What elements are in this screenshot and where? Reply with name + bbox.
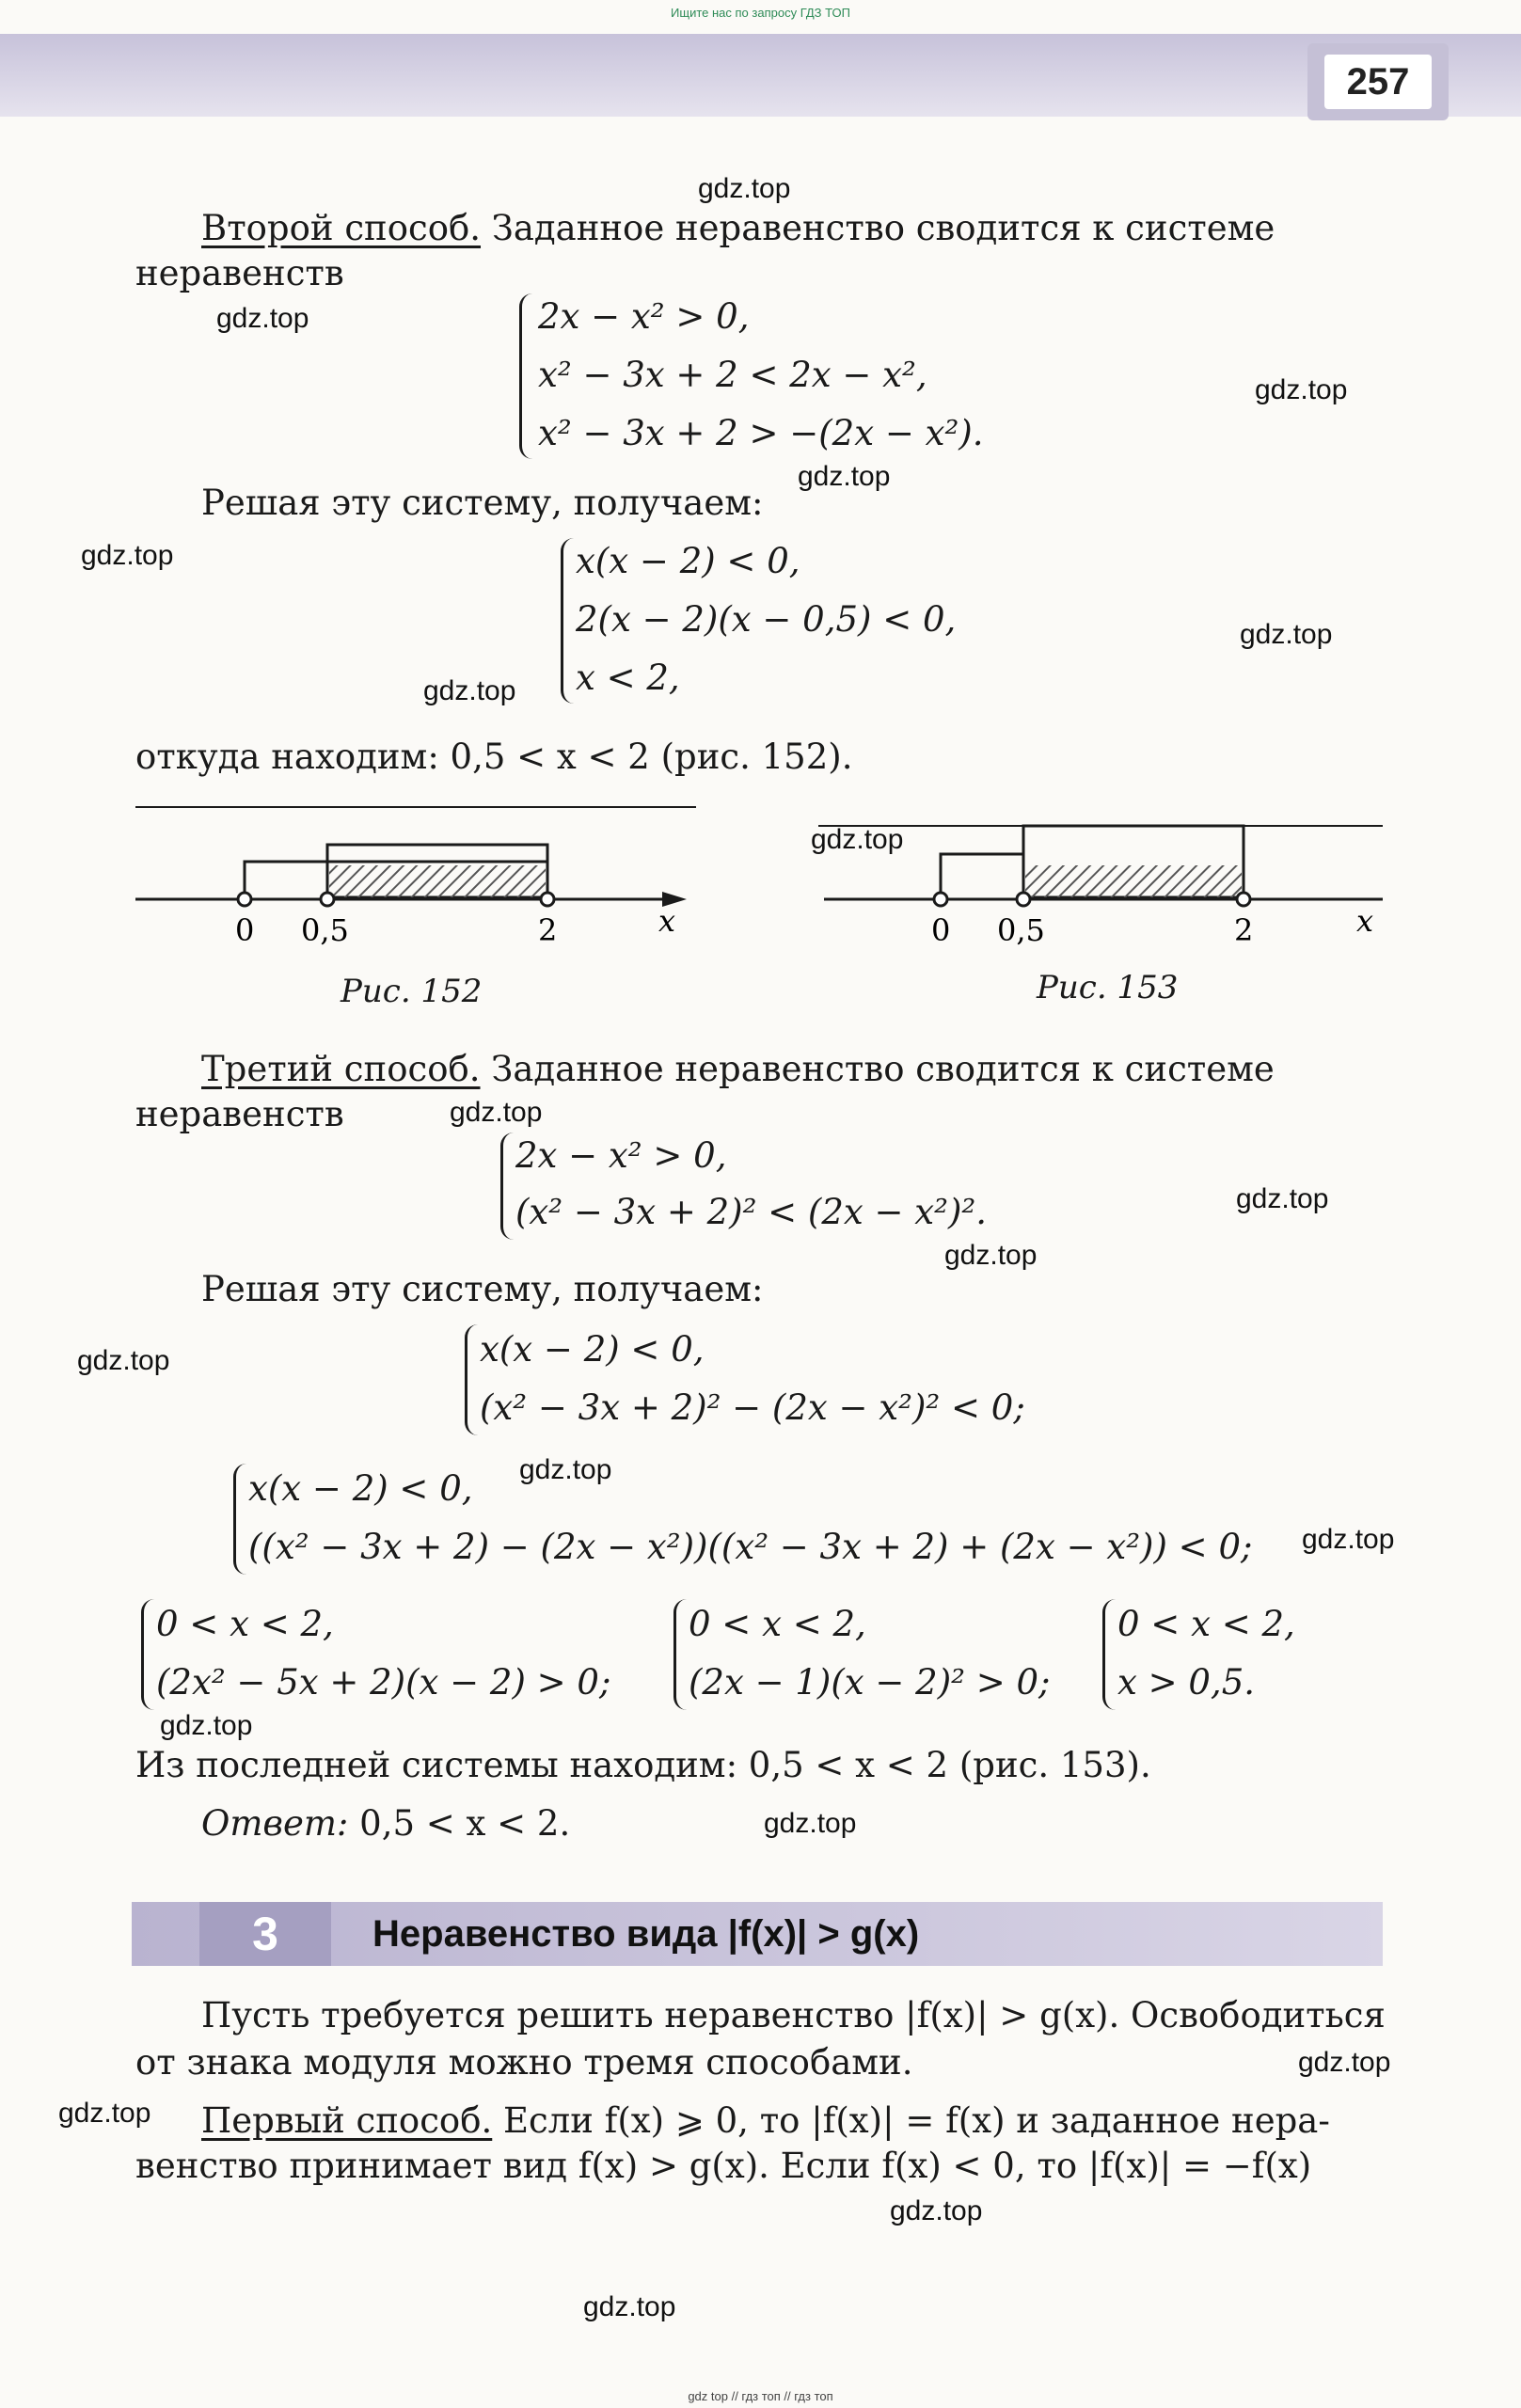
paragraph-text: венство принимает вид f(x) > g(x). Если f(x) < 0, то |f(x)| = −f(x) (135, 2146, 1312, 2186)
formula-line: x² − 3x + 2 < 2x − x², (538, 355, 927, 395)
formula-line: 2(x − 2)(x − 0,5) < 0, (576, 599, 957, 640)
watermark: gdz.top (1255, 374, 1348, 405)
paragraph-text: неравенств (135, 253, 344, 293)
system-brace (519, 293, 535, 459)
formula-line: (2x² − 5x + 2)(x − 2) > 0; (156, 1662, 611, 1703)
tick-label: 0,5 (997, 912, 1045, 948)
method-heading: Первый способ. (201, 2100, 493, 2141)
solution-hatch (329, 865, 546, 897)
watermark: gdz.top (77, 1345, 170, 1376)
formula-line: (x² − 3x + 2)² < (2x − x²)². (515, 1192, 988, 1232)
paragraph-text: от знака модуля можно тремя способами. (135, 2042, 913, 2083)
paragraph-text: Заданное неравенство сводится к системе (480, 1049, 1275, 1089)
point-2 (541, 893, 554, 906)
formula-line: x² − 3x + 2 > −(2x − x²). (538, 413, 984, 453)
watermark: gdz.top (583, 2291, 676, 2322)
section-title: Неравенство вида |f(x)| > g(x) (372, 1913, 920, 1955)
page-number: 257 (1324, 55, 1432, 109)
answer-label: Ответ: (201, 1803, 349, 1844)
system-brace (233, 1464, 249, 1575)
formula-line: x < 2, (576, 657, 680, 698)
formula-line: 0 < x < 2, (1117, 1604, 1295, 1644)
watermark: gdz.top (450, 1097, 543, 1128)
watermark: gdz.top (764, 1808, 857, 1839)
formula-line: x(x − 2) < 0, (480, 1329, 705, 1370)
watermark: gdz.top (1240, 619, 1333, 650)
figure-153 (818, 790, 1402, 965)
watermark: gdz.top (216, 303, 309, 334)
section-number: 3 (199, 1902, 331, 1966)
figure-caption: Рис. 152 (341, 973, 483, 1010)
system-brace (673, 1599, 689, 1710)
watermark: gdz.top (160, 1710, 253, 1741)
watermark: gdz.top (698, 173, 791, 204)
system-brace (1102, 1599, 1118, 1710)
watermark: gdz.top (58, 2098, 151, 2129)
point-0 (934, 893, 947, 906)
paragraph-text: откуда находим: 0,5 < x < 2 (рис. 152). (135, 737, 853, 777)
formula-line: 0 < x < 2, (156, 1604, 334, 1644)
system-brace (465, 1324, 481, 1435)
paragraph-text: Решая эту систему, получаем: (201, 483, 764, 523)
tick-label: 0 (235, 912, 255, 948)
tick-label: 2 (538, 912, 558, 948)
bottom-note: gdz top // гдз топ // гдз топ (688, 2389, 833, 2403)
watermark: gdz.top (1302, 1524, 1395, 1555)
method-heading: Второй способ. (201, 208, 482, 248)
watermark: gdz.top (811, 824, 904, 855)
answer (201, 1803, 571, 1844)
point-2 (1237, 893, 1250, 906)
watermark: gdz.top (1236, 1183, 1329, 1214)
paragraph-text: Решая эту систему, получаем: (201, 1269, 764, 1309)
formula-line: (x² − 3x + 2)² − (2x − x²)² < 0; (480, 1387, 1025, 1428)
point-0-5 (1017, 893, 1030, 906)
watermark: gdz.top (519, 1454, 612, 1485)
system-brace (500, 1133, 516, 1240)
system-brace (561, 538, 577, 704)
point-0-5 (321, 893, 334, 906)
method-heading: Третий способ. (201, 1049, 481, 1089)
paragraph-third-method (201, 1049, 1275, 1089)
figure-caption: Рис. 153 (1037, 969, 1179, 1006)
axis-label: x (1356, 903, 1374, 939)
paragraph-text: неравенств (135, 1094, 344, 1134)
answer-value: 0,5 < x < 2. (348, 1803, 571, 1844)
paragraph-second-method (201, 208, 1275, 248)
paragraph-text: Пусть требуется решить неравенство |f(x)| > g(x). Освободиться (201, 1995, 1386, 2036)
point-0 (238, 893, 251, 906)
formula-line: x(x − 2) < 0, (576, 541, 800, 581)
paragraph-text: Заданное неравенство сводится к системе (481, 208, 1275, 248)
tick-label: 2 (1234, 912, 1254, 948)
paragraph-text: Если f(x) ⩾ 0, то |f(x)| = f(x) и заданное нера- (492, 2100, 1330, 2141)
watermark: gdz.top (798, 461, 891, 492)
paragraph-first-method (201, 2100, 1330, 2141)
formula-line: 0 < x < 2, (689, 1604, 866, 1644)
formula-line: x(x − 2) < 0, (248, 1468, 473, 1509)
axis-label: x (658, 903, 676, 939)
formula-line: 2x − x² > 0, (538, 296, 750, 337)
solution-hatch (1025, 865, 1242, 897)
tick-label: 0 (931, 912, 951, 948)
formula-line: x > 0,5. (1117, 1662, 1255, 1703)
header-band (0, 34, 1521, 117)
interval-line (941, 854, 1023, 899)
formula-line: ((x² − 3x + 2) − (2x − x²))((x² − 3x + 2) + (2x − x²)) < 0; (248, 1527, 1253, 1567)
watermark: gdz.top (890, 2195, 983, 2226)
formula-line: (2x − 1)(x − 2)² > 0; (689, 1662, 1051, 1703)
watermark: gdz.top (944, 1240, 1038, 1271)
formula-line: 2x − x² > 0, (515, 1135, 727, 1176)
system-brace (141, 1599, 157, 1710)
tick-label: 0,5 (301, 912, 349, 948)
paragraph-text: Из последней системы находим: 0,5 < x < 2 (рис. 153). (135, 1745, 1151, 1785)
watermark: gdz.top (423, 675, 516, 706)
top-note: Ищите нас по запросу ГДЗ ТОП (671, 6, 850, 20)
figure-152 (132, 790, 715, 965)
watermark: gdz.top (1298, 2047, 1391, 2078)
watermark: gdz.top (81, 540, 174, 571)
